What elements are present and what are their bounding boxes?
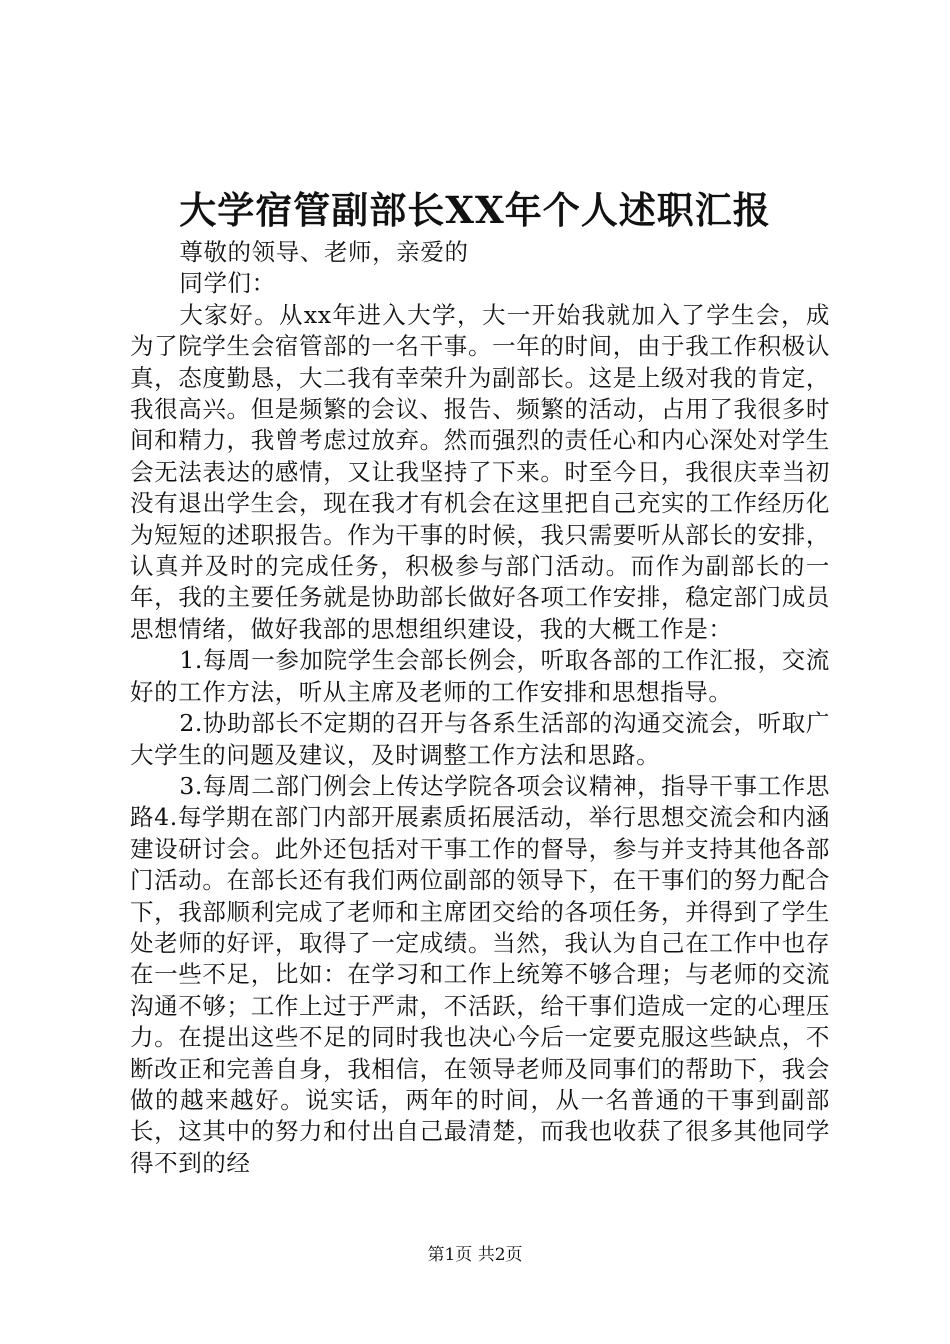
document-body [130, 237, 830, 1179]
document-title: 大学宿管副部长XX年个人述职汇报 [179, 188, 771, 232]
paragraph-item-1: 1.每周一参加院学生会部长例会，听取各部的工作汇报，交流好的工作方法，听从主席及老师的工作安排和思想指导。 [130, 646, 830, 706]
page-footer: 第1页 共2页 [427, 1245, 523, 1265]
paragraph-item-2: 2.协助部长不定期的召开与各系生活部的沟通交流会，听取广大学生的问题及建议，及时调整工作方法和思路。 [130, 709, 830, 769]
salutation-line-1: 尊敬的领导、老师，亲爱的 [179, 238, 469, 266]
salutation-line-2: 同学们： [179, 269, 276, 298]
paragraph-item-3: 3.每周二部门例会上传达学院各项会议精神，指导干事工作思路4.每学期在部门内部开展素质拓展活动，举行思想交流会和内涵建设研讨会。此外还包括对干事工作的督导，参与并支持其他各部门活动。在部长还有我们两位副部的领导下，在干事们的努力配合下，我部顺利完成了老师和主席团交给的各项任务，并得到了学生处老师的好评，取得了一定成绩。当然，我认为自己在工作中也存在一些不足，比如：在学习和工作上统筹不够合理；与老师的交流沟通不够；工作上过于严肃，不活跃，给干事们造成一定的心理压力。在提出这些不足的同时我也决心今后一定要克服这些缺点，不断改正和完善自身，我相信，在领导老师及同事们的帮助下，我会做的越来越好。说实话，两年的时间，从一名普通的干事到副部长，这其中的努力和付出自己最清楚，而我也收获了很多其他同学得不到的经 [130, 771, 830, 1177]
paragraph-intro: 大家好。从xx年进入大学，大一开始我就加入了学生会，成为了院学生会宿管部的一名干事。一年的时间，由于我工作积极认真，态度勤恳，大二我有幸荣升为副部长。这是上级对我的肯定，我很高兴。但是频繁的会议、报告、频繁的活动，占用了我很多时间和精力，我曾考虑过放弃。然而强烈的责任心和内心深处对学生会无法表达的感情，又让我坚持了下来。时至今日，我很庆幸当初没有退出学生会，现在我才有机会在这里把自己充实的工作经历化为短短的述职报告。作为干事的时候，我只需要听从部长的安排，认真并及时的完成任务，积极参与部门活动。而作为副部长的一年，我的主要任务就是协助部长做好各项工作安排，稳定部门成员思想情绪，做好我部的思想组织建设，我的大概工作是： [130, 300, 830, 643]
